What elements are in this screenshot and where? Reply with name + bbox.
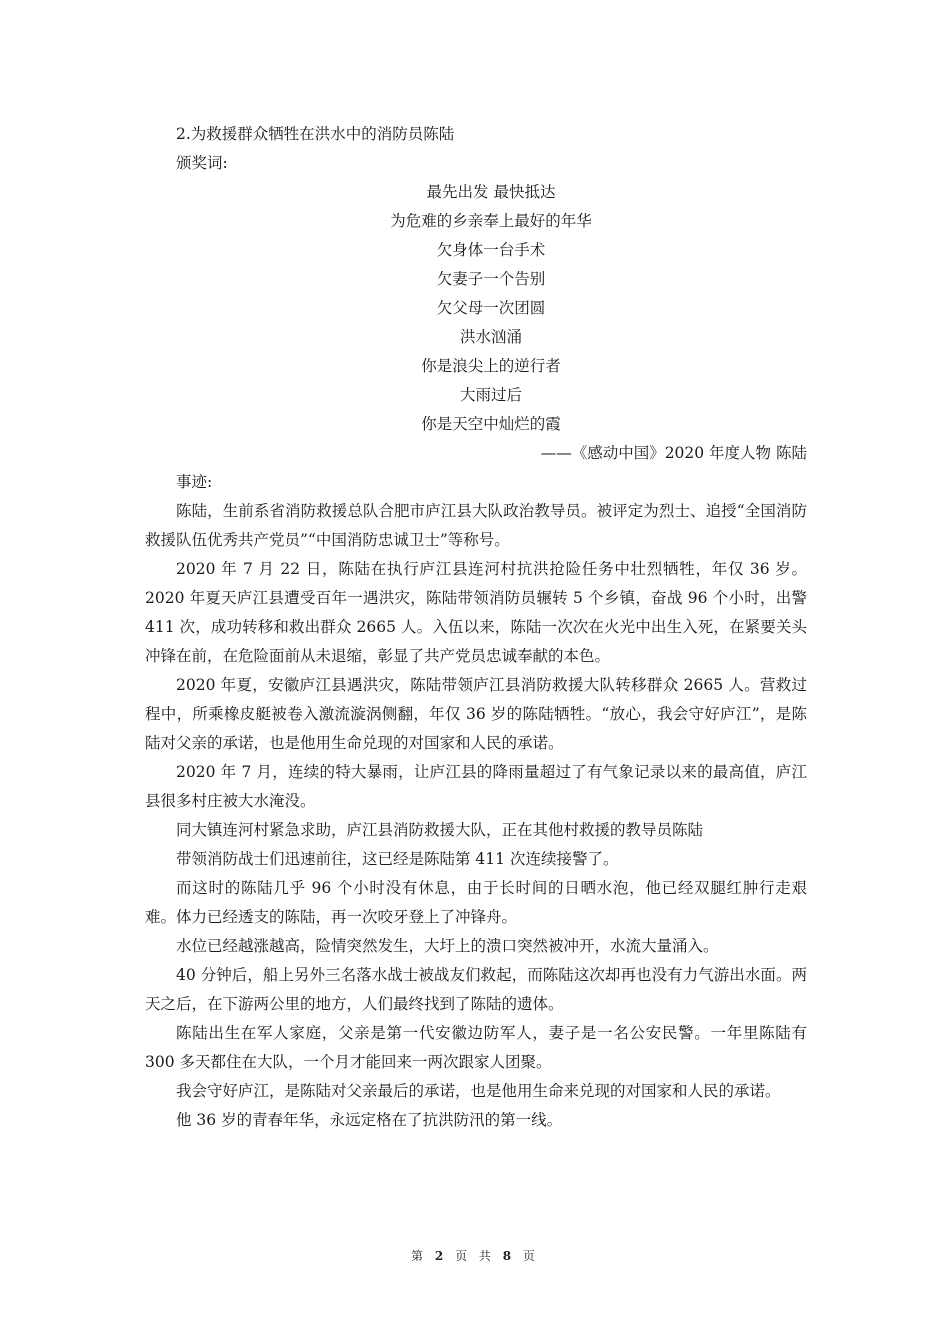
paragraph: 我会守好庐江，是陈陆对父亲最后的承诺，也是他用生命来兑现的对国家和人民的承诺。 bbox=[176, 1082, 781, 1100]
paragraph: 他 36 岁的青春年华，永远定格在了抗洪防汛的第一线。 bbox=[176, 1111, 563, 1129]
poem-line: 欠身体一台手术 bbox=[436, 241, 546, 259]
paragraph: 陈陆出生在军人家庭，父亲是第一代安徽边防军人，妻子是一名公安民警。一年里陈陆有 300 多天都住在大队，一个月才能回来一两次跟家人团聚。 bbox=[145, 1024, 807, 1071]
paragraph: 水位已经越涨越高，险情突然发生，大圩上的溃口突然被冲开，水流大量涌入。 bbox=[176, 937, 719, 955]
paragraph: 2020 年 7 月，连续的特大暴雨，让庐江县的降雨量超过了有气象记录以来的最高值，庐江县很多村庄被大水淹没。 bbox=[145, 763, 807, 810]
poem-line: 你是天空中灿烂的霞 bbox=[421, 415, 561, 433]
poem-line: 欠父母一次团圆 bbox=[436, 299, 546, 317]
poem-line: 欠妻子一个告别 bbox=[436, 270, 546, 288]
poem-line: 你是浪尖上的逆行者 bbox=[421, 357, 561, 375]
award-poem bbox=[145, 178, 807, 439]
paragraph: 带领消防战士们迅速前往，这已经是陈陆第 411 次连续接警了。 bbox=[176, 850, 619, 868]
section-heading: 2.为救援群众牺牲在洪水中的消防员陈陆 bbox=[176, 125, 455, 143]
footer-suffix: 页 bbox=[522, 1249, 539, 1263]
paragraph: 2020 年 7 月 22 日，陈陆在执行庐江县连河村抗洪抢险任务中壮烈牺牲，年仅 36 岁。2020 年夏天庐江县遭受百年一遇洪灾，陈陆带领消防员辗转 5 个乡镇，奋战 96 个小时，出警 411 次，成功转移和救出群众 2665 人。入伍以来，陈陆一次次在火光中出生入死，在紧要关头冲锋在前，在危险面前从未退缩，彰显了共产党员忠诚奉献的本色。 bbox=[145, 560, 807, 665]
deeds-label: 事迹: bbox=[176, 473, 213, 491]
page-footer bbox=[0, 1247, 950, 1264]
poem-line: 最先出发 最快抵达 bbox=[426, 183, 556, 201]
paragraph: 而这时的陈陆几乎 96 个小时没有休息，由于长时间的日晒水泡，他已经双腿红肿行走艰难。体力已经透支的陈陆，再一次咬牙登上了冲锋舟。 bbox=[145, 879, 807, 926]
paragraph: 陈陆，生前系省消防救援总队合肥市庐江县大队政治教导员。被评定为烈士、追授“全国消防救援队伍优秀共产党员”“中国消防忠诚卫士”等称号。 bbox=[145, 502, 807, 549]
paragraph: 2020 年夏，安徽庐江县遇洪灾，陈陆带领庐江县消防救援大队转移群众 2665 人。营救过程中，所乘橡皮艇被卷入激流漩涡侧翻，年仅 36 岁的陈陆牺牲。“放心，我会守好庐江”，是陈陆对父亲的承诺，也是他用生命兑现的对国家和人民的承诺。 bbox=[145, 676, 807, 752]
footer-middle: 页 共 bbox=[455, 1249, 495, 1263]
poem-attribution: ——《感动中国》2020 年度人物 陈陆 bbox=[540, 444, 807, 462]
paragraph: 同大镇连河村紧急求助，庐江县消防救援大队，正在其他村救援的教导员陈陆 bbox=[176, 821, 704, 839]
award-label: 颁奖词: bbox=[176, 154, 228, 172]
page-content bbox=[145, 120, 807, 1135]
current-page-number: 2 bbox=[434, 1249, 448, 1263]
poem-line: 大雨过后 bbox=[459, 386, 522, 404]
poem-line: 洪水汹涌 bbox=[459, 328, 522, 346]
poem-line: 为危难的乡亲奉上最好的年华 bbox=[390, 212, 592, 230]
paragraph: 40 分钟后，船上另外三名落水战士被战友们救起，而陈陆这次却再也没有力气游出水面。两天之后，在下游两公里的地方，人们最终找到了陈陆的遗体。 bbox=[145, 966, 807, 1013]
total-page-count: 8 bbox=[502, 1249, 516, 1263]
footer-prefix: 第 bbox=[411, 1249, 428, 1263]
